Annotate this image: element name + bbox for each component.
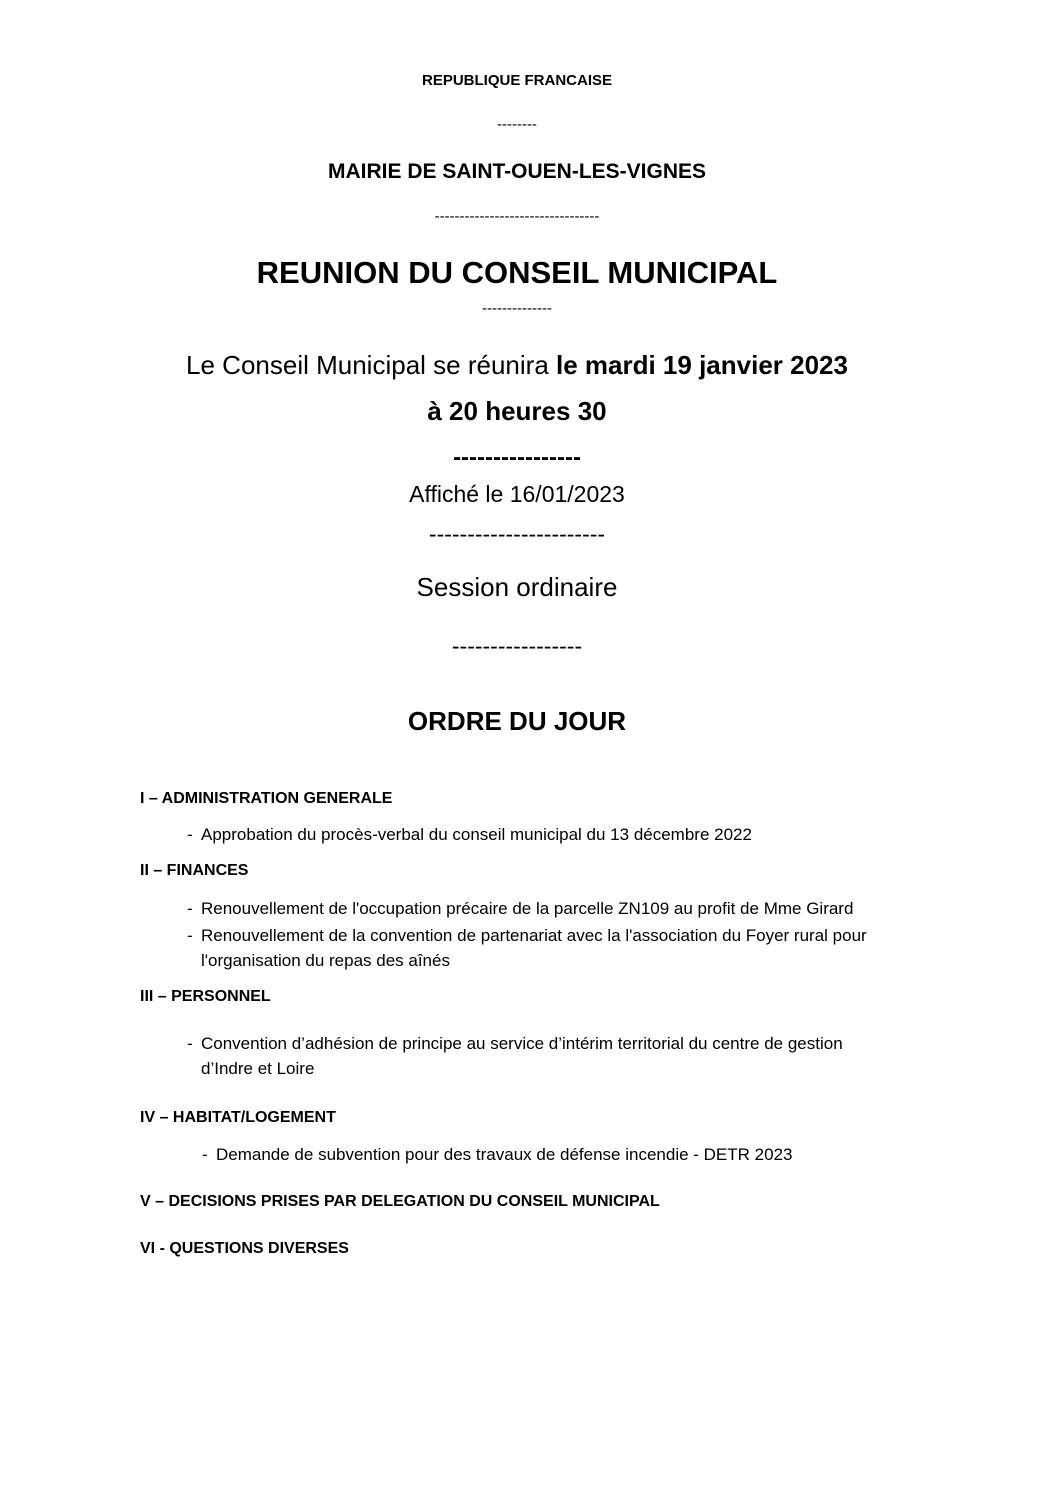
meeting-time: à 20 heures 30 [427,396,607,426]
document-title: REUNION DU CONSEIL MUNICIPAL [256,255,778,290]
list-item-text: Convention d’adhésion de principe au service d’intérim territorial du centre de gestion [201,1034,843,1053]
section-title: IV – HABITAT/LOGEMENT [140,1109,336,1126]
session-type: Session ordinaire [416,572,618,602]
republic-heading: REPUBLIQUE FRANCAISE [421,72,612,89]
list-item [187,822,752,847]
bullet-dash: - [202,1145,208,1164]
list-item [187,923,867,973]
bullet-dash: - [187,926,193,945]
list-item-text: Approbation du procès-verbal du conseil municipal du 13 décembre 2022 [201,825,752,844]
mairie-heading: MAIRIE DE SAINT-OUEN-LES-VIGNES [327,160,707,183]
separator: ----------------------- [428,521,606,547]
meeting-date-line [0,350,1034,381]
separator: -------------- [482,300,552,317]
separator: ----------------- [451,633,583,659]
list-item [187,896,853,921]
section-title: V – DECISIONS PRISES PAR DELEGATION DU CONSEIL MUNICIPAL [140,1193,660,1210]
section-title: VI - QUESTIONS DIVERSES [140,1240,349,1257]
list-item-text-continued: l'organisation du repas des aînés [201,951,450,970]
list-item-text: Demande de subvention pour des travaux de défense incendie - DETR 2023 [216,1145,793,1164]
section-title: I – ADMINISTRATION GENERALE [140,790,393,807]
section-title: III – PERSONNEL [140,988,271,1005]
list-item [202,1142,792,1167]
agenda-title: ORDRE DU JOUR [407,706,627,736]
list-item-text: Renouvellement de l'occupation précaire de la parcelle ZN109 au profit de Mme Girard [201,899,854,918]
separator: --------------------------------- [434,208,600,225]
list-item-text-continued: d’Indre et Loire [201,1059,315,1078]
meeting-intro: Le Conseil Municipal se réunira [186,350,556,380]
separator: ---------------- [453,444,581,471]
list-item-text: Renouvellement de la convention de partenariat avec la l'association du Foyer rural pour [201,926,867,945]
bullet-dash: - [187,825,193,844]
meeting-date: le mardi 19 janvier 2023 [556,350,848,380]
section-title: II – FINANCES [140,862,249,879]
posted-date: Affiché le 16/01/2023 [409,481,625,507]
list-item [187,1031,843,1081]
separator: -------- [497,116,537,133]
bullet-dash: - [187,1034,193,1053]
bullet-dash: - [187,899,193,918]
